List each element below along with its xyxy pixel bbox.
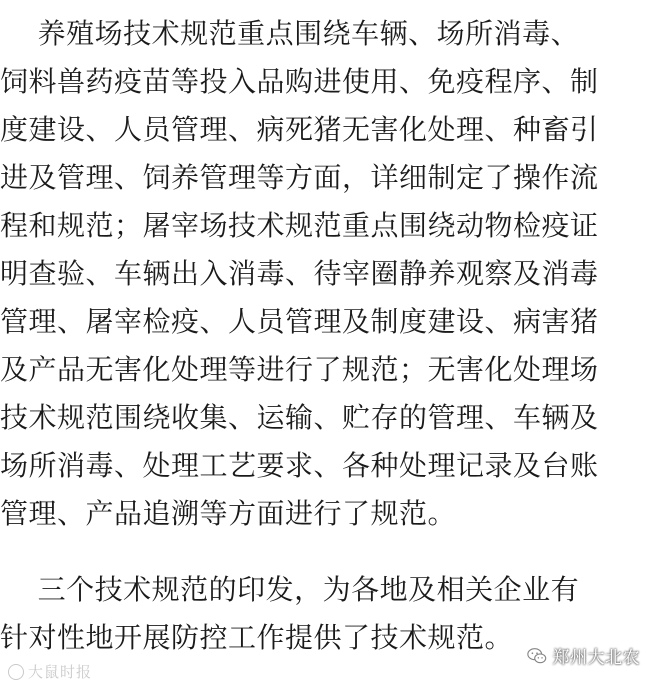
wechat-icon	[526, 645, 548, 667]
text-line: 及产品无害化处理等进行了规范；无害化处理场	[0, 353, 599, 386]
watermark-left	[8, 661, 92, 682]
circle-logo-icon	[8, 664, 24, 680]
watermark-right	[526, 643, 641, 668]
text-line: 三个技术规范的印发，为各地及相关企业有	[0, 573, 580, 606]
text-line: 管理、屠宰检疫、人员管理及制度建设、病害猪	[0, 305, 599, 338]
text-line: 明查验、车辆出入消毒、待宰圈静养观察及消毒	[0, 257, 599, 290]
watermark-left-text: 大鼠时报	[28, 663, 93, 681]
text-line: 程和规范；屠宰场技术规范重点围绕动物检疫证	[0, 209, 599, 242]
text-line: 管理、产品追溯等方面进行了规范。	[0, 497, 457, 530]
text-line: 针对性地开展防控工作提供了技术规范。	[0, 621, 514, 654]
text-line: 度建设、人员管理、病死猪无害化处理、种畜引	[0, 113, 599, 146]
text-line: 饲料兽药疫苗等投入品购进使用、免疫程序、制	[0, 65, 599, 98]
watermark-right-text: 郑州大北农	[552, 648, 640, 668]
text-line: 进及管理、饲养管理等方面，详细制定了操作流	[0, 161, 599, 194]
text-line: 技术规范围绕收集、运输、贮存的管理、车辆及	[0, 401, 599, 434]
text-line: 场所消毒、处理工艺要求、各种处理记录及台账	[0, 449, 599, 482]
text-line: 养殖场技术规范重点围绕车辆、场所消毒、	[0, 17, 580, 50]
